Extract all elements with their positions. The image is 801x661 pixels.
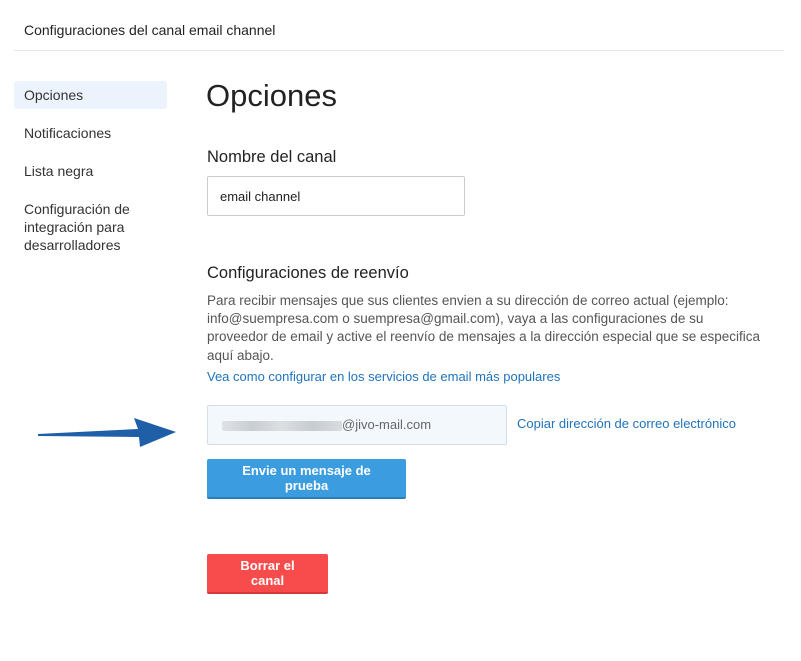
arrow-right-icon — [36, 410, 178, 456]
delete-channel-button[interactable]: Borrar el canal — [207, 554, 328, 594]
help-link[interactable]: Vea como configurar en los servicios de email más populares — [207, 369, 561, 384]
copy-email-link[interactable]: Copiar dirección de correo electrónico — [517, 416, 736, 431]
sidebar-item-lista-negra[interactable]: Lista negra — [24, 163, 94, 179]
sidebar-item-opciones[interactable]: Opciones — [14, 81, 167, 109]
channel-name-label: Nombre del canal — [207, 148, 337, 166]
sidebar-item-integracion[interactable]: Configuración de integración para desarrolladores — [24, 201, 130, 253]
forward-section-title: Configuraciones de reenvío — [207, 264, 409, 282]
email-domain: @jivo-mail.com — [342, 417, 432, 432]
page-title: Opciones — [206, 78, 337, 113]
channel-name-input[interactable] — [207, 176, 465, 216]
page-header-title: Configuraciones del canal email channel — [24, 22, 276, 38]
header-divider — [14, 50, 784, 51]
sidebar-nav — [14, 81, 167, 274]
sidebar-item-notificaciones[interactable]: Notificaciones — [24, 125, 112, 141]
forward-description: Para recibir mensajes que sus clientes envien a su dirección de correo actual (ejemplo: info@suempresa.com o suempresa@gmail.com), vaya a las configuraciones de su proveedor de email y active el reenvío de mensajes a la dirección especial que se especifica aquí abajo. — [207, 293, 761, 363]
forward-email-field[interactable] — [207, 405, 507, 445]
email-redacted — [222, 421, 342, 431]
send-test-message-button[interactable]: Envie un mensaje de prueba — [207, 459, 406, 499]
